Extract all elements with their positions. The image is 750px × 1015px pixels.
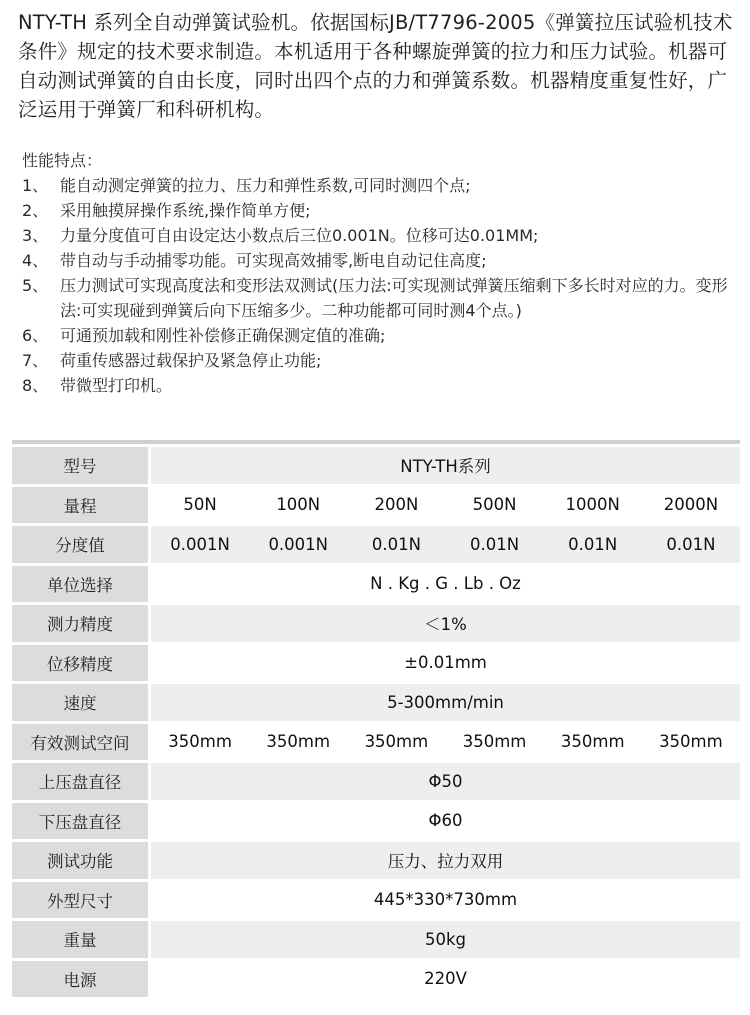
features-title: 性能特点： bbox=[22, 151, 103, 170]
feature-text: 采用触摸屏操作系统,操作简单方便; bbox=[60, 201, 311, 220]
spec-cell: 0.01N bbox=[544, 526, 642, 563]
spec-cell: 350mm bbox=[544, 724, 642, 761]
spec-cell: 350mm bbox=[347, 724, 445, 761]
feature-number: 3、 bbox=[22, 226, 49, 245]
spec-label: 外型尺寸 bbox=[12, 882, 151, 919]
features-section bbox=[22, 148, 734, 398]
spec-label: 速度 bbox=[12, 684, 151, 721]
spec-row-range bbox=[12, 487, 740, 524]
spec-row-lower-plate bbox=[12, 803, 740, 840]
spec-cell: 350mm bbox=[445, 724, 543, 761]
spec-value: 50kg bbox=[151, 921, 740, 958]
spec-cell: 0.01N bbox=[445, 526, 543, 563]
spec-row-weight bbox=[12, 921, 740, 958]
spec-cell: 0.001N bbox=[249, 526, 347, 563]
feature-item bbox=[22, 173, 734, 198]
spec-value: 压力、拉力双用 bbox=[151, 842, 740, 879]
spec-label: 测力精度 bbox=[12, 605, 151, 642]
feature-item bbox=[22, 198, 734, 223]
spec-label: 单位选择 bbox=[12, 566, 151, 603]
spec-cell: 2000N bbox=[642, 487, 740, 524]
feature-text: 压力测试可实现高度法和变形法双测试(压力法:可实现测试弹簧压缩剩下多长时对应的力。变形法:可实现碰到弹簧后向下压缩多少。二种功能都可同时测4个点。) bbox=[60, 276, 728, 320]
spec-cell: 200N bbox=[347, 487, 445, 524]
spec-row-test-space bbox=[12, 724, 740, 761]
spec-row-upper-plate bbox=[12, 763, 740, 800]
spec-cell: 350mm bbox=[642, 724, 740, 761]
spec-label: 电源 bbox=[12, 961, 151, 998]
spec-label: 位移精度 bbox=[12, 645, 151, 682]
spec-row-unit bbox=[12, 566, 740, 603]
spec-row-division bbox=[12, 526, 740, 563]
feature-text: 荷重传感器过载保护及紧急停止功能; bbox=[60, 351, 322, 370]
spec-label: 重量 bbox=[12, 921, 151, 958]
spec-value: N . Kg . G . Lb . Oz bbox=[151, 566, 740, 603]
spec-label: 上压盘直径 bbox=[12, 763, 151, 800]
spec-cell: 50N bbox=[151, 487, 249, 524]
feature-number: 6、 bbox=[22, 326, 49, 345]
spec-value: Φ50 bbox=[151, 763, 740, 800]
feature-number: 7、 bbox=[22, 351, 49, 370]
spec-row-force-accuracy bbox=[12, 605, 740, 642]
spec-cell: 0.01N bbox=[347, 526, 445, 563]
spec-cell: 0.01N bbox=[642, 526, 740, 563]
spec-value: 220V bbox=[151, 961, 740, 998]
spec-label: 有效测试空间 bbox=[12, 724, 151, 761]
feature-item bbox=[22, 348, 734, 373]
spec-value: 5-300mm/min bbox=[151, 684, 740, 721]
feature-number: 1、 bbox=[22, 176, 49, 195]
feature-text: 带自动与手动捕零功能。可实现高效捕零,断电自动记住高度; bbox=[60, 251, 487, 270]
feature-text: 可通预加载和刚性补偿修正确保测定值的准确; bbox=[60, 326, 386, 345]
spec-cell: 1000N bbox=[544, 487, 642, 524]
spec-label: 下压盘直径 bbox=[12, 803, 151, 840]
spec-cell: 100N bbox=[249, 487, 347, 524]
feature-text: 能自动测定弹簧的拉力、压力和弹性系数,可同时测四个点; bbox=[60, 176, 471, 195]
spec-value: ±0.01mm bbox=[151, 645, 740, 682]
feature-number: 5、 bbox=[22, 276, 49, 295]
spec-value: NTY-TH系列 bbox=[151, 447, 740, 484]
spec-cell: 500N bbox=[445, 487, 543, 524]
spec-row-function bbox=[12, 842, 740, 879]
feature-item bbox=[22, 248, 734, 273]
feature-item bbox=[22, 273, 734, 323]
spec-row-speed bbox=[12, 684, 740, 721]
intro-paragraph: NTY-TH 系列全自动弹簧试验机。依据国标JB/T7796-2005《弹簧拉压试验机技术条件》规定的技术要求制造。本机适用于各种螺旋弹簧的拉力和压力试验。机器可自动测试弹簧的自由长度，同时出四个点的力和弹簧系数。机器精度重复性好，广泛运用于弹簧厂和科研机构。 bbox=[18, 11, 733, 121]
spec-row-displacement-accuracy bbox=[12, 645, 740, 682]
feature-number: 4、 bbox=[22, 251, 49, 270]
spec-cell: 0.001N bbox=[151, 526, 249, 563]
spec-cell: 350mm bbox=[151, 724, 249, 761]
spec-row-dimensions bbox=[12, 882, 740, 919]
feature-number: 8、 bbox=[22, 376, 49, 395]
spec-cell: 350mm bbox=[249, 724, 347, 761]
feature-item bbox=[22, 373, 734, 398]
spec-label: 测试功能 bbox=[12, 842, 151, 879]
spec-row-power bbox=[12, 961, 740, 998]
feature-item bbox=[22, 223, 734, 248]
spec-row-model bbox=[12, 447, 740, 484]
spec-table bbox=[12, 444, 740, 1000]
spec-value: 445*330*730mm bbox=[151, 882, 740, 919]
spec-label: 分度值 bbox=[12, 526, 151, 563]
spec-label: 型号 bbox=[12, 447, 151, 484]
feature-item bbox=[22, 323, 734, 348]
feature-text: 力量分度值可自由设定达小数点后三位0.001N。位移可达0.01MM; bbox=[60, 226, 539, 245]
spec-value: ＜1% bbox=[151, 605, 740, 642]
feature-text: 带微型打印机。 bbox=[60, 376, 173, 395]
spec-value: Φ60 bbox=[151, 803, 740, 840]
spec-label: 量程 bbox=[12, 487, 151, 524]
feature-number: 2、 bbox=[22, 201, 49, 220]
